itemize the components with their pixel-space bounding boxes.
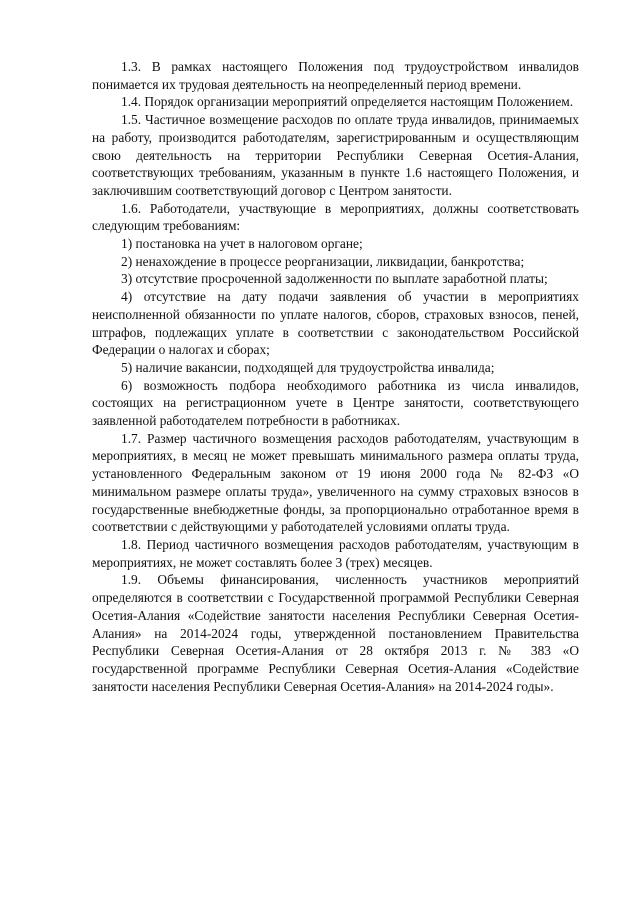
paragraph-1-6: 1.6. Работодатели, участвующие в мероприятиях, должны соответствовать следующим требованиям:	[92, 200, 579, 234]
paragraph-1-4: 1.4. Порядок организации мероприятий определяется настоящим Положением.	[121, 94, 574, 110]
requirement-item-6: 6) возможность подбора необходимого работника из числа инвалидов, состоящих на регистрационном учете в Центре занятости, соответствующего заявленной работодателем потребности в работниках.	[92, 377, 579, 429]
paragraph-1-5: 1.5. Частичное возмещение расходов по оплате труда инвалидов, принимаемых на работу, производится работодателям, зарегистрированным и осуществляющим свою деятельность на территории Республики Северная Осетия-Алания, соответствующих требованиям, указанным в пункте 1.6 настоящего Положения, и заключившим соответствующий договор с Центром занятости.	[92, 112, 579, 198]
requirement-item-5: 5) наличие вакансии, подходящей для трудоустройства инвалида;	[121, 359, 495, 375]
document-body	[92, 58, 579, 695]
requirement-item-3: 3) отсутствие просроченной задолженности по выплате заработной платы;	[121, 271, 548, 287]
paragraph-1-9: 1.9. Объемы финансирования, численность участников мероприятий определяются в соответствии с Государственной программой Республики Северная Осетия-Алания «Содействие занятости населения Республики Северная Осетия-Алания» на 2014-2024 годы, утвержденной постановлением Правительства Республики Северная Осетия-Алания от 28 октября 2013 г. № 383 «О государственной программе Республики Северная Осетия-Алания «Содействие занятости населения Республики Северная Осетия-Алания» на 2014-2024 годы».	[92, 572, 579, 694]
requirement-item-1: 1) постановка на учет в налоговом органе;	[121, 236, 363, 252]
requirement-item-2: 2) ненахождение в процессе реорганизации, ликвидации, банкротства;	[121, 253, 525, 269]
paragraph-1-7: 1.7. Размер частичного возмещения расходов работодателям, участвующим в мероприятиях, в месяц не может превышать минимального размера оплаты труда, установленного Федеральным законом от 19 июня 2000 года № 82-ФЗ «О минимальном размере оплаты труда», увеличенного на сумму страховых взносов в государственные внебюджетные фонды, за пропорционально отработанное время в соответствии с действующими у работодателей условиями оплаты труда.	[92, 430, 579, 535]
paragraph-1-8: 1.8. Период частичного возмещения расходов работодателям, участвующим в мероприятиях, не может составлять более 3 (трех) месяцев.	[92, 536, 579, 570]
requirement-item-4: 4) отсутствие на дату подачи заявления об участии в мероприятиях неисполненной обязанности по уплате налогов, сборов, страховых взносов, пеней, штрафов, подлежащих уплате в соответствии с законодательством Российской Федерации о налогах и сборах;	[92, 289, 579, 358]
paragraph-1-3: 1.3. В рамках настоящего Положения под трудоустройством инвалидов понимается их трудовая деятельность на неопределенный период времени.	[92, 59, 579, 92]
